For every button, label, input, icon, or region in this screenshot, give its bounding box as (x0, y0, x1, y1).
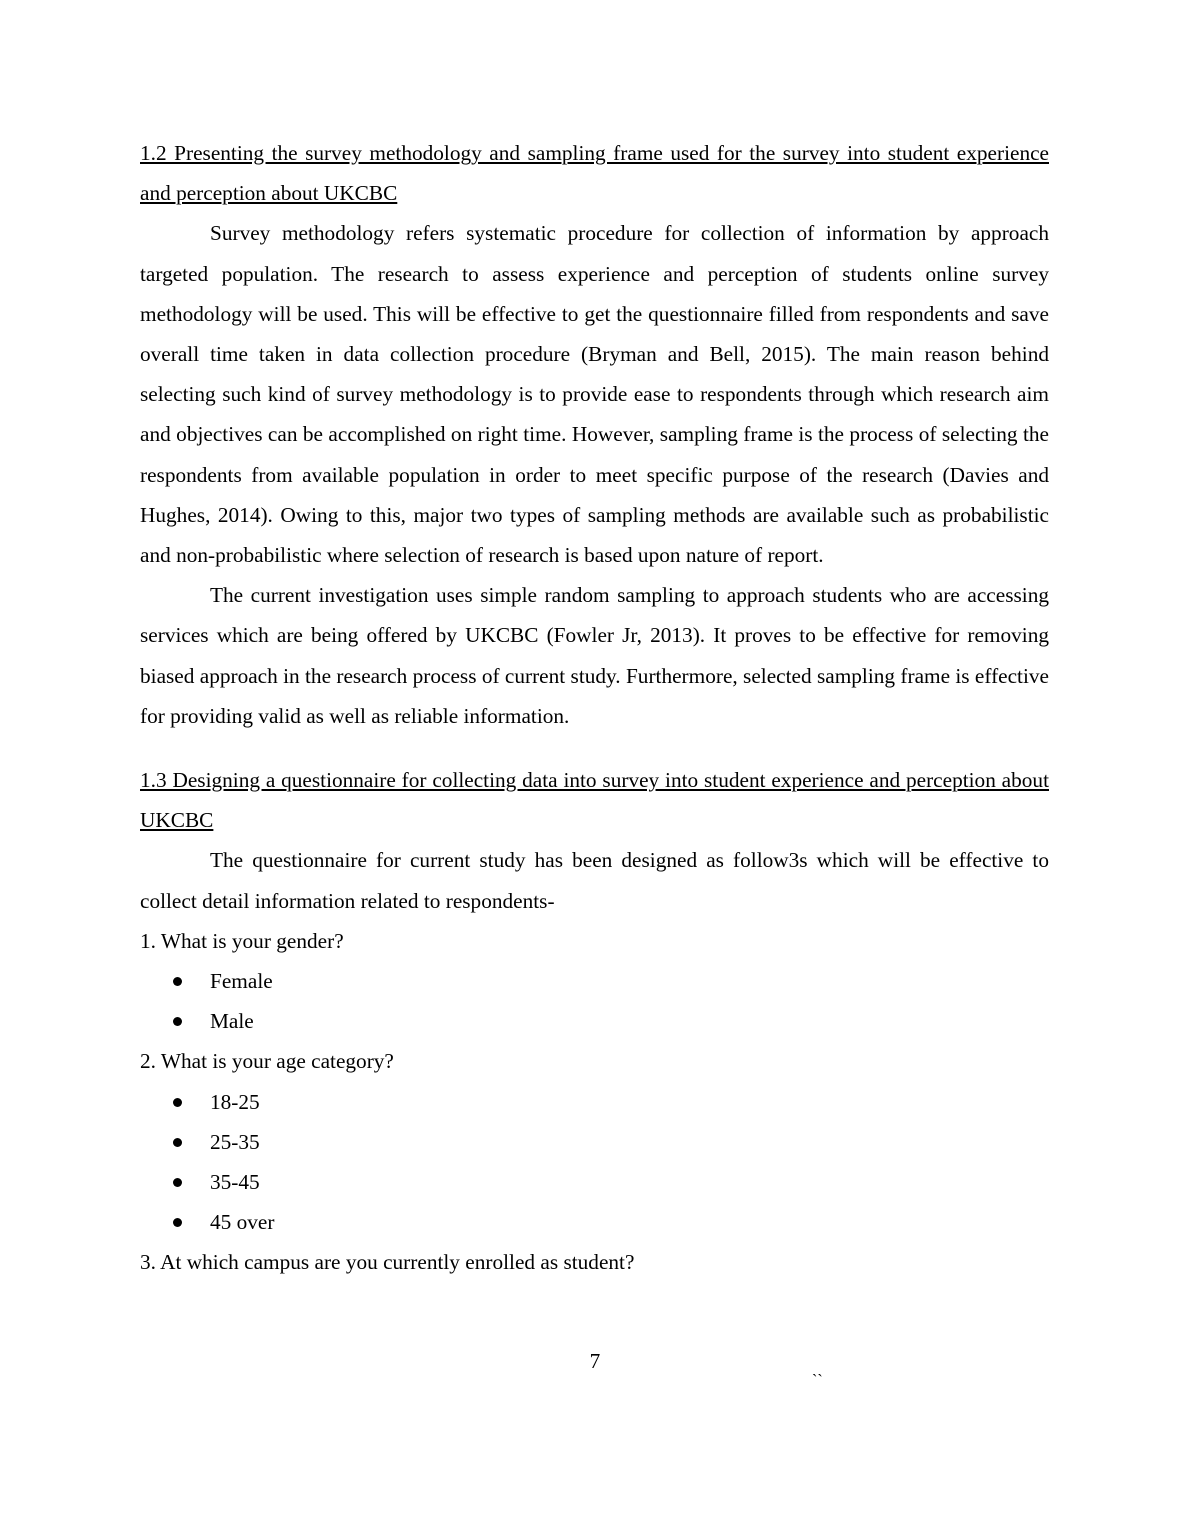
bullet-icon (173, 1017, 182, 1026)
page-content (140, 133, 1049, 1283)
section-heading-1-3: 1.3 Designing a questionnaire for collecting data into survey into student experience and perception about UKCBC (140, 768, 1049, 833)
question-gender: 1. What is your gender? (140, 928, 344, 953)
section-gap (140, 736, 1049, 760)
bullet-icon (173, 1138, 182, 1147)
bullet-icon (173, 1098, 182, 1107)
paragraph-sampling: The current investigation uses simple random sampling to approach students who are accessing services which are being offered by UKCBC (Fowler Jr, 2013). It proves to be effective for removing biased approach in the research process of current study. Furthermore, selected sampling frame is effective for providing valid as well as reliable information. (140, 583, 1049, 728)
question-campus: 3. At which campus are you currently enrolled as student? (140, 1250, 635, 1275)
bullet-icon (173, 1178, 182, 1187)
footer-mark: `` (812, 1372, 823, 1389)
section-heading-1-2: 1.2 Presenting the survey methodology and sampling frame used for the survey into student experience and perception about UKCBC (140, 141, 1049, 206)
page-number: 7 (589, 1349, 601, 1373)
option-item (140, 1001, 1049, 1041)
option-label: 35-45 (210, 1170, 260, 1195)
option-item (140, 1162, 1049, 1202)
option-label: 45 over (210, 1210, 275, 1235)
bullet-icon (173, 1218, 182, 1227)
option-item (140, 1082, 1049, 1122)
paragraph-questionnaire-intro: The questionnaire for current study has been designed as follow3s which will be effective to collect detail information related to respondents- (140, 848, 1049, 913)
option-item (140, 961, 1049, 1001)
option-item (140, 1202, 1049, 1242)
bullet-icon (173, 977, 182, 986)
options-age (140, 1082, 1049, 1243)
paragraph-survey-methodology: Survey methodology refers systematic procedure for collection of information by approach targeted population. The research to assess experience and perception of students online survey methodology will be used. This will be effective to get the questionnaire filled from respondents and save overall time taken in data collection procedure (Bryman and Bell, 2015). The main reason behind selecting such kind of survey methodology is to provide ease to respondents through which research aim and objectives can be accomplished on right time. However, sampling frame is the process of selecting the respondents from available population in order to meet specific purpose of the research (Davies and Hughes, 2014). Owing to this, major two types of sampling methods are available such as probabilistic and non-probabilistic where selection of research is based upon nature of report. (140, 221, 1049, 568)
option-label: 25-35 (210, 1129, 260, 1154)
options-gender (140, 961, 1049, 1041)
option-label: Female (210, 969, 273, 994)
option-label: Male (210, 1009, 254, 1034)
option-item (140, 1122, 1049, 1162)
option-label: 18-25 (210, 1089, 260, 1114)
question-age: 2. What is your age category? (140, 1049, 394, 1074)
